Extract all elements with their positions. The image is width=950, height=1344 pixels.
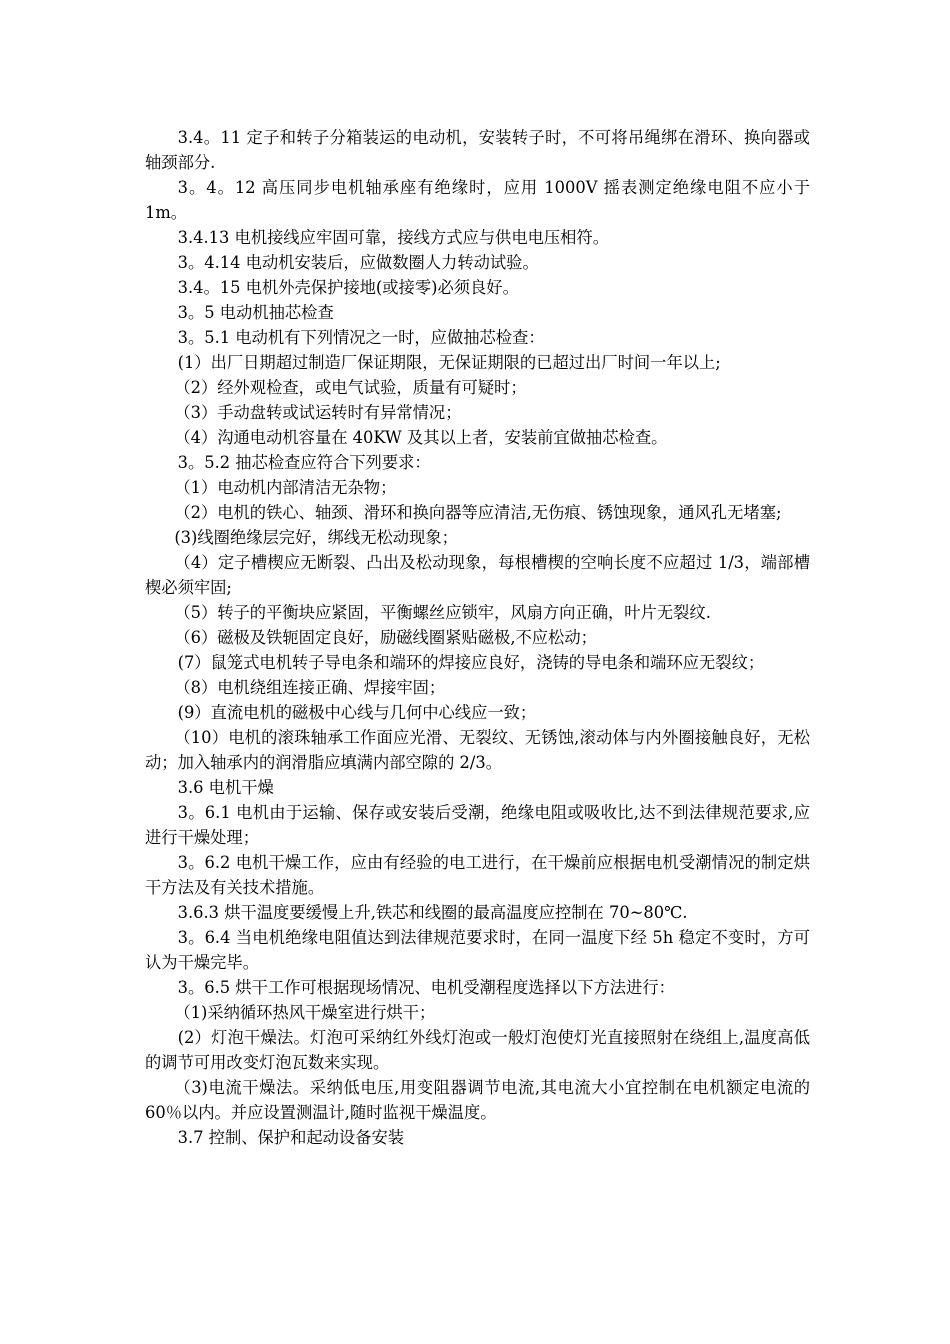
section-heading-3-7: 3.7 控制、保护和起动设备安装: [177, 1128, 405, 1147]
para-3-4-11: 3.4。11 定子和转子分箱装运的电动机，安装转子时，不可将吊绳绑在滑环、换向器或轴颈部分.: [145, 128, 810, 172]
para-3-6-2: 3。6.2 电机干燥工作，应由有经验的电工进行，在干燥前应根据电机受潮情况的制定烘干方法及有关技术措施。: [145, 853, 810, 897]
list-item: (1）出厂日期超过制造厂保证期限，无保证期限的已超过出厂时间一年以上;: [177, 353, 721, 372]
para-3-6-5: 3。6.5 烘干工作可根据现场情况、电机受潮程度选择以下方法进行：: [177, 978, 675, 997]
list-item: （1)采纳循环热风干燥室进行烘干；: [174, 1003, 436, 1022]
list-item: （1）电动机内部清洁无杂物；: [174, 478, 397, 497]
list-item: （2）电机的铁心、轴颈、滑环和换向器等应清洁,无伤痕、锈蚀现象，通风孔无堵塞;: [174, 503, 782, 522]
list-item: （10）电机的滚珠轴承工作面应光滑、无裂纹、无锈蚀,滚动体与内外圈接触良好，无松动；加入轴承内的润滑脂应填满内部空隙的 2/3。: [145, 728, 810, 772]
list-item: (9）直流电机的磁极中心线与几何中心线应一致；: [177, 703, 537, 722]
para-3-4-14: 3。4.14 电动机安装后，应做数圈人力转动试验。: [177, 253, 539, 272]
list-item: （8）电机绕组连接正确、焊接牢固；: [174, 678, 446, 697]
list-item: (2）灯泡干燥法。灯泡可采纳红外线灯泡或一般灯泡使灯光直接照射在绕组上,温度高低的调节可用改变灯泡瓦数来实现。: [145, 1028, 810, 1072]
para-3-6-3: 3.6.3 烘干温度要缓慢上升,铁芯和线圈的最高温度应控制在 70~80℃.: [177, 903, 688, 922]
list-item: (3)线圈绝缘层完好，绑线无松动现象；: [174, 528, 458, 547]
list-item: (7）鼠笼式电机转子导电条和端环的焊接应良好，浇铸的导电条和端环应无裂纹；: [177, 653, 765, 672]
list-item: （2）经外观检查，或电气试验，质量有可疑时；: [174, 378, 527, 397]
list-item: （3）手动盘转或试运转时有异常情况；: [174, 403, 462, 422]
para-3-6-1: 3。6.1 电机由于运输、保存或安装后受潮，绝缘电阻或吸收比,达不到法律规范要求,应进行干燥处理；: [145, 803, 810, 847]
para-3-4-15: 3.4。15 电机外壳保护接地(或接零)必须良好。: [177, 278, 519, 297]
list-item: （4）沟通电动机容量在 40KW 及其以上者，安装前宜做抽芯检查。: [174, 428, 668, 447]
list-item: （3)电流干燥法。采纳低电压,用变阻器调节电流,其电流大小宜控制在电机额定电流的 60％以内。并应设置测温计,随时监视干燥温度。: [145, 1078, 810, 1122]
list-item: （6）磁极及铁轭固定良好，励磁线圈紧贴磁极,不应松动；: [174, 628, 597, 647]
para-3-4-13: 3.4.13 电机接线应牢固可靠，接线方式应与供电电压相符。: [177, 228, 610, 247]
section-heading-3-5: 3。5 电动机抽芯检查: [177, 303, 334, 322]
para-3-4-12: 3。4。12 高压同步电机轴承座有绝缘时，应用 1000V 摇表测定绝缘电阻不应小于 1m。: [145, 178, 810, 222]
list-item: （5）转子的平衡块应紧固，平衡螺丝应锁牢，风扇方向正确，叶片无裂纹.: [174, 603, 711, 622]
section-heading-3-6: 3.6 电机干燥: [177, 778, 274, 797]
para-3-5-2: 3。5.2 抽芯检查应符合下列要求：: [177, 453, 431, 472]
list-item: （4）定子槽楔应无断裂、凸出及松动现象，每根槽楔的空响长度不应超过 1/3，端部槽楔必须牢固;: [145, 553, 810, 597]
document-body: [145, 125, 810, 1150]
para-3-5-1: 3。5.1 电动机有下列情况之一时，应做抽芯检查：: [177, 328, 545, 347]
para-3-6-4: 3。6.4 当电机绝缘电阻值达到法律规范要求时，在同一温度下经 5h 稳定不变时，方可认为干燥完毕。: [145, 928, 810, 972]
